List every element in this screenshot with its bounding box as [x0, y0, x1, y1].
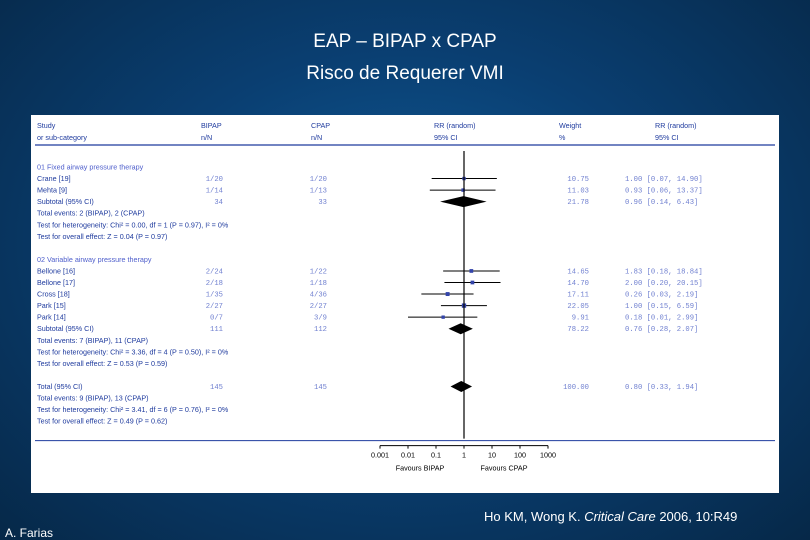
bipap-value: 2/18: [205, 280, 223, 288]
cpap-value: 33: [318, 199, 327, 208]
citation-suffix: 2006, 10:R49: [655, 509, 738, 524]
citation-prefix: Ho KM, Wong K.: [484, 509, 585, 524]
note-text: Total events: 7 (BIPAP), 11 (CPAP): [37, 335, 149, 345]
group-label: 01 Fixed airway pressure therapy: [37, 162, 144, 172]
weight-value: 21.78: [567, 199, 589, 208]
cpap-value: 3/9: [314, 314, 327, 323]
header-weight: Weight: [559, 121, 582, 130]
point-marker: [441, 315, 444, 318]
note-text: Total events: 9 (BIPAP), 13 (CPAP): [37, 393, 149, 403]
cpap-value: 112: [314, 326, 327, 335]
cpap-value: 1/18: [309, 280, 327, 288]
weight-value: 11.03: [567, 187, 589, 196]
study-label: Subtotal (95% CI): [37, 324, 94, 334]
bipap-value: 2/24: [205, 268, 223, 277]
bipap-value: 145: [210, 383, 223, 392]
weight-value: 78.22: [567, 326, 589, 335]
bipap-value: 2/27: [205, 303, 223, 312]
cpap-value: 145: [314, 383, 327, 392]
cpap-value: 1/20: [309, 176, 327, 185]
study-label: Mehta [9]: [37, 185, 67, 195]
weight-value: 17.11: [567, 291, 589, 300]
x-tick-label: 100: [514, 450, 526, 460]
bipap-value: 1/14: [205, 187, 223, 196]
header-rr-ci: RR (random): [655, 121, 697, 130]
rr-ci-value: 0.80 [0.33, 1.94]: [625, 383, 699, 392]
rr-ci-value: 1.00 [0.07, 14.90]: [625, 176, 703, 185]
rr-ci-value: 2.00 [0.20, 20.15]: [625, 280, 703, 288]
cpap-value: 1/13: [309, 187, 327, 196]
cpap-value: 1/22: [309, 268, 327, 277]
forest-plot-panel: [31, 115, 779, 493]
bipap-value: 1/20: [205, 176, 223, 185]
pooled-diamond: [451, 381, 473, 392]
note-text: Test for overall effect: Z = 0.04 (P = 0.97): [37, 231, 168, 241]
author-label: A. Farias: [5, 526, 54, 540]
header-rr: 95% CI: [434, 133, 458, 142]
group-label: 02 Variable airway pressure therapy: [37, 254, 152, 264]
point-marker: [469, 269, 473, 273]
header-study: Study: [37, 121, 56, 130]
x-tick-label: 1000: [540, 450, 556, 460]
rr-ci-value: 0.96 [0.14, 6.43]: [625, 199, 699, 208]
x-tick-label: 0.01: [401, 450, 415, 460]
bipap-value: 34: [214, 199, 223, 208]
bipap-value: 111: [210, 326, 223, 335]
pooled-diamond: [440, 196, 487, 207]
header-cpap: n/N: [311, 133, 323, 142]
cpap-value: 2/27: [309, 303, 327, 312]
slide-title-line-2: Risco de Requerer VMI: [306, 63, 504, 84]
x-tick-label: 0.001: [371, 450, 389, 460]
note-text: Test for heterogeneity: Chi² = 3.36, df = 4 (P = 0.50), I² = 0%: [37, 347, 229, 357]
header-study: or sub-category: [37, 133, 87, 142]
pooled-diamond: [449, 323, 473, 334]
weight-value: 14.70: [567, 280, 589, 288]
note-text: Test for overall effect: Z = 0.53 (P = 0.59): [37, 358, 168, 368]
study-label: Bellone [16]: [37, 266, 75, 276]
citation: [484, 509, 737, 524]
study-label: Park [15]: [37, 301, 66, 311]
slide-title-line-1: EAP – BIPAP x CPAP: [313, 31, 497, 52]
favours-left-label: Favours BIPAP: [395, 463, 445, 473]
weight-value: 10.75: [567, 176, 589, 185]
weight-value: 9.91: [571, 314, 589, 323]
bipap-value: 0/7: [210, 314, 223, 323]
point-marker: [471, 281, 475, 285]
x-tick-label: 10: [488, 450, 496, 460]
study-label: Cross [18]: [37, 289, 70, 299]
note-text: Total events: 2 (BIPAP), 2 (CPAP): [37, 208, 145, 218]
header-bipap: n/N: [201, 133, 213, 142]
header-weight: %: [559, 133, 566, 142]
header-rr: RR (random): [434, 121, 476, 130]
note-text: Test for heterogeneity: Chi² = 0.00, df = 1 (P = 0.97), I² = 0%: [37, 220, 229, 230]
rr-ci-value: 1.83 [0.18, 18.84]: [625, 268, 703, 277]
rr-ci-value: 0.26 [0.03, 2.19]: [625, 291, 699, 300]
favours-right-label: Favours CPAP: [480, 463, 528, 473]
citation-journal: Critical Care: [584, 509, 656, 524]
bipap-value: 1/35: [205, 291, 223, 300]
forest-plot: [31, 115, 779, 493]
cpap-value: 4/36: [309, 291, 327, 300]
x-tick-label: 1: [462, 450, 466, 460]
point-marker: [446, 292, 450, 296]
header-cpap: CPAP: [311, 121, 331, 130]
x-tick-label: 0.1: [431, 450, 441, 460]
study-label: Subtotal (95% CI): [37, 197, 94, 207]
study-label: Park [14]: [37, 312, 66, 322]
rr-ci-value: 0.93 [0.06, 13.37]: [625, 187, 703, 196]
weight-value: 22.05: [567, 303, 589, 312]
study-label: Bellone [17]: [37, 278, 75, 287]
weight-value: 14.65: [567, 268, 589, 277]
note-text: Test for overall effect: Z = 0.49 (P = 0.62): [37, 416, 168, 426]
study-label: Total (95% CI): [37, 381, 83, 391]
header-bipap: BIPAP: [201, 121, 222, 130]
rr-ci-value: 1.00 [0.15, 6.59]: [625, 303, 699, 312]
note-text: Test for heterogeneity: Chi² = 3.41, df = 6 (P = 0.76), I² = 0%: [37, 405, 229, 415]
study-label: Crane [19]: [37, 174, 71, 184]
rr-ci-value: 0.18 [0.01, 2.99]: [625, 314, 699, 323]
header-rr-ci: 95% CI: [655, 133, 679, 142]
weight-value: 100.00: [563, 383, 589, 392]
rr-ci-value: 0.76 [0.28, 2.07]: [625, 326, 699, 335]
